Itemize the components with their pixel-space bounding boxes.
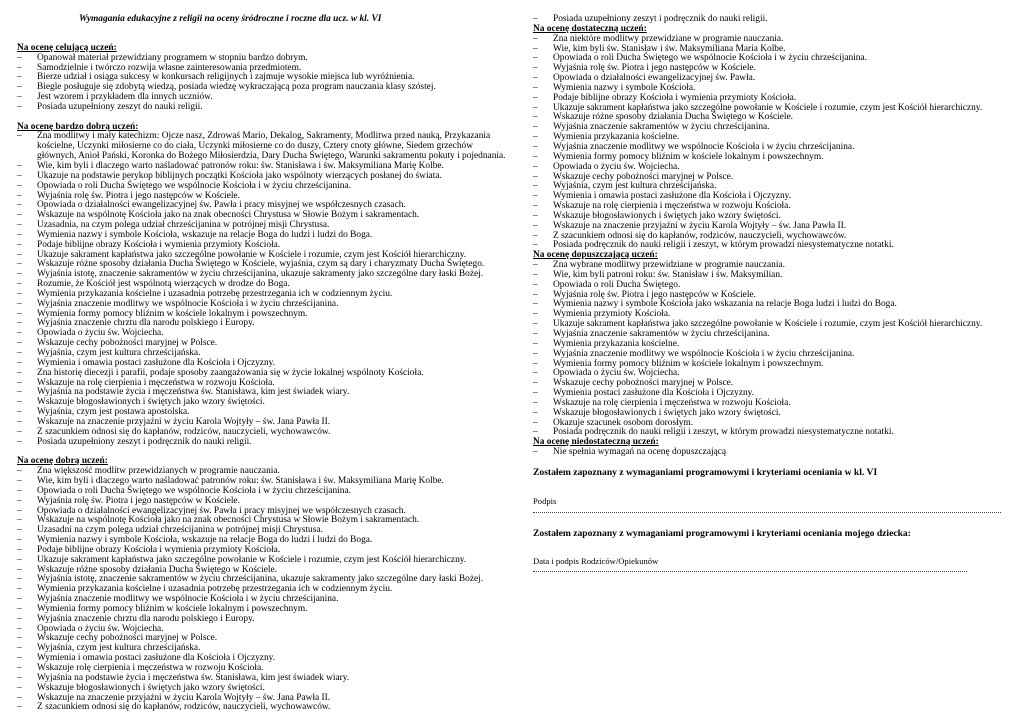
- requirement-item: – Wskazuje błogosławionych i świętych jako wzory świętości.: [17, 684, 507, 694]
- requirement-item: – Z szacunkiem odnosi się do kapłanów, rodziców, nauczycieli, wychowawców.: [17, 428, 507, 438]
- requirement-item: – Wskazuje na rolę cierpienia i męczeństwa w rozwoju Kościoła.: [533, 202, 1003, 212]
- requirement-item: – Ukazuje na podstawie perykop biblijnych początki Kościoła jako wspólnoty wierzących posłanej do świata.: [17, 172, 507, 182]
- requirement-item: – Wskazuje na rolę cierpienia i męczeństwa w rozwoju Kościoła.: [17, 379, 507, 389]
- requirement-item: – Wskazuje na znaczenie przyjaźni w życiu Karola Wojtyły – św. Jana Pawła II.: [17, 694, 507, 704]
- requirement-item: – Wyjaśnia znaczenie chrztu dla narodu polskiego i Europy.: [17, 615, 507, 625]
- parent-acknowledgement: Zostałem zapoznany z wymaganiami programowymi i kryteriami oceniania mojego dziecka:: [533, 527, 911, 539]
- requirement-item: – Opowiada o roli Ducha Świętego we wspólnocie Kościoła i w życiu chrześcijanina.: [17, 487, 507, 497]
- requirement-item: – Wymienia formy pomocy bliźnim w kościele lokalnym i powszechnym.: [533, 153, 1003, 163]
- list-niedostateczna: [533, 448, 1003, 458]
- requirement-item: – Wskazuje na znaczenie przyjaźni w życiu Karola Wojtyły – św. Jana Pawła II.: [533, 222, 1003, 232]
- requirement-item: – Wie, kim byli św. Stanisław i św. Maksymiliana Maria Kolbe.: [533, 45, 1003, 55]
- requirement-item: – Opowiada o roli Ducha Świętego.: [533, 281, 1003, 291]
- requirement-item: – Wyjaśnia znaczenie modlitwy we wspólnocie Kościoła i w życiu chrześcijanina.: [533, 350, 1003, 360]
- requirement-item: – Posiada podręcznik do nauki religii i zeszyt, w którym prowadzi niesystematyczne notatki.: [533, 241, 1003, 251]
- requirement-item: – Nie spełnia wymagań na ocenę dopuszczającą: [533, 448, 1003, 458]
- requirement-item: – Wyjaśnia na podstawie życia i męczeństwa św. Stanisława, kim jest świadek wiary.: [17, 388, 507, 398]
- requirement-item: – Posiada podręcznik do nauki religii i zeszyt, w którym prowadzi niesystematyczne notatki.: [533, 428, 1003, 438]
- requirement-item: – Wskazuje błogosławionych i świętych jako wzory świętości.: [17, 398, 507, 408]
- requirement-item: – Wyjaśnia, czym jest postawa apostolska.: [17, 408, 507, 418]
- list-celujaca: [17, 54, 507, 113]
- requirement-item: – Samodzielnie i twórczo rozwija własne zainteresowania przedmiotem.: [17, 64, 507, 74]
- requirement-item: – Wyjaśnia, czym jest kultura chrześcijańska.: [533, 182, 1003, 192]
- requirement-item: – Wymienia nazwy i symbole Kościoła, wskazuje na relacje Boga do ludzi i ludzi do Boga.: [17, 536, 507, 546]
- requirement-item: – Posiada uzupełniony zeszyt i podręcznik do nauki religii.: [533, 15, 1003, 25]
- requirement-item: – Wyjaśnia, czym jest kultura chrześcijańska.: [17, 644, 507, 654]
- requirement-item: – Posiada uzupełniony zeszyt i podręcznik do nauki religii.: [17, 438, 507, 448]
- requirement-item: – Opowiada o działalności ewangelizacyjnej św. Pawła i pracy misyjnej we współczesnych czasach.: [17, 201, 507, 211]
- heading-dostateczna: Na ocenę dostateczną uczeń:: [533, 23, 647, 34]
- requirement-item: – Wymienia przykazania kościelne i uzasadnia potrzebę przestrzegania ich w codziennym życiu.: [17, 290, 507, 300]
- requirement-item: – Wymienia i omawia postaci zasłużone dla Kościoła i Ojczyzny.: [533, 192, 1003, 202]
- requirement-item: – Ukazuje sakrament kapłaństwa jako szczególne powołanie w Kościele i rozumie, czym jest Kościół hierarchiczny.: [533, 320, 1003, 330]
- requirement-item: – Ukazuje sakrament kapłaństwa jako szczególne powołanie w Kościele i rozumie, czym jest Kościół hierarchiczny.: [533, 104, 1003, 114]
- requirement-item: – Opowiada o działalności ewangelizacyjnej św. Pawła i pracy misyjnej we współczesnych czasach.: [17, 507, 507, 517]
- requirement-item: – Wyjaśnia rolę św. Piotra i jego następców w Kościele.: [17, 192, 507, 202]
- requirement-item: – Wyjaśnia na podstawie życia i męczeństwa św. Stanisława, kim jest świadek wiary.: [17, 674, 507, 684]
- requirement-item: – Wskazuje na znaczenie przyjaźni w życiu Karola Wojtyły – św. Jana Pawła II.: [17, 418, 507, 428]
- requirement-item: – Wymienia formy pomocy bliźnim w kościele lokalnym i powszechnym.: [17, 310, 507, 320]
- requirement-item: – Zna wybrane modlitwy przewidziane w programie nauczania.: [533, 261, 1003, 271]
- requirement-item: – Zna większość modlitw przewidzianych w programie nauczania.: [17, 467, 507, 477]
- requirement-item: – Z szacunkiem odnosi się do kapłanów, rodziców, nauczycieli, wychowawców.: [17, 703, 507, 713]
- requirement-item: – Wskazuje różne sposoby działania Ducha Świętego w Kościele.: [17, 566, 507, 576]
- requirement-item: – Wymienia przymioty Kościoła.: [533, 310, 1003, 320]
- requirement-item: – Wyjaśnia istotę, znaczenie sakramentów w życiu chrześcijanina, ukazuje sakramenty jako szczególne dary łaski Bożej.: [17, 270, 507, 280]
- requirement-item: – Uzasadnia, na czym polega udział chrześcijanina w potrójnej misji Chrystusa.: [17, 221, 507, 231]
- requirement-item: – Opowiada o działalności ewangelizacyjnej św. Pawła.: [533, 74, 1003, 84]
- requirement-item: – Wskazuje cechy pobożności maryjnej w Polsce.: [533, 173, 1003, 183]
- requirement-item: – Wie, kim byli i dlaczego warto naśladować patronów roku: św. Stanisława i św. Maksymiliana Marię Kolbe.: [17, 477, 507, 487]
- requirement-item: – Wymienia przykazania kościelne.: [533, 133, 1003, 143]
- requirement-item: – Wymienia formy pomocy bliźnim w kościele lokalnym i powszechnym.: [17, 605, 507, 615]
- requirement-item: – Wskazuje na wspólnotę Kościoła jako na znak obecności Chrystusa w Słowie Bożym i sakramentach.: [17, 516, 507, 526]
- requirement-item: – Opowiada o życiu św. Wojciecha.: [17, 329, 507, 339]
- requirement-item: – Opowiada o roli Ducha Świętego we wspólnocie Kościoła i w życiu chrześcijanina.: [533, 54, 1003, 64]
- requirement-item: – Podaje biblijne obrazy Kościoła i wymienia przymioty Kościoła.: [17, 241, 507, 251]
- heading-niedostateczna: Na ocenę niedostateczną uczeń:: [533, 437, 659, 448]
- requirement-item: – Zna niektóre modlitwy przewidziane w programie nauczania.: [533, 35, 1003, 45]
- parent-signature-label: Data i podpis Rodziców/Opiekunów: [533, 555, 659, 566]
- requirement-item: – Wskazuje cechy pobożności maryjnej w Polsce.: [17, 634, 507, 644]
- left-column: [17, 0, 507, 713]
- requirement-item: – Wyjaśnia znaczenie sakramentów w życiu chrześcijanina.: [533, 123, 1003, 133]
- requirement-item: – Opowiada o życiu św. Wojciecha.: [533, 369, 1003, 379]
- requirement-item: – Wymienia przykazania kościelne.: [533, 340, 1003, 350]
- requirement-item: – Wskazuje cechy pobożności maryjnej w Polsce.: [533, 379, 1003, 389]
- requirement-item: – Wyjaśnia rolę św. Piotra i jego następców w Kościele.: [17, 497, 507, 507]
- requirement-item: – Wymienia nazwy i symbole Kościoła jako wskazania na relacje Boga ludzi i ludzi do Boga.: [533, 300, 1003, 310]
- requirement-item: – Rozumie, że Kościół jest wspólnotą wierzących w drodze do Boga.: [17, 280, 507, 290]
- requirement-item: – Wskazuje na wspólnotę Kościoła jako na znak obecności Chrystusa w Słowie Bożym i sakramentach.: [17, 211, 507, 221]
- student-acknowledgement: Zostałem zapoznany z wymaganiami programowymi i kryteriami oceniania w kl. VI: [533, 466, 878, 478]
- requirement-item: – Ukazuje sakrament kapłaństwa jako szczególne powołanie w Kościele i rozumie, czym jest Kościół hierarchiczny.: [17, 251, 507, 261]
- list-dopuszczajaca: [533, 261, 1003, 438]
- requirement-item: – Okazuje szacunek osobom dorosłym.: [533, 419, 1003, 429]
- requirement-item: – Wyjaśnia znaczenie chrztu dla narodu polskiego i Europy.: [17, 319, 507, 329]
- requirement-item: – Wyjaśnia znaczenie sakramentów w życiu chrześcijanina.: [533, 330, 1003, 340]
- requirement-item: – Wskazuje błogosławionych i świętych jako wzory świętości.: [533, 212, 1003, 222]
- requirement-item: – Bierze udział i osiąga sukcesy w konkursach religijnych i zajmuje wysokie miejsca lub wyróżnienia.: [17, 73, 507, 83]
- list-dobra-continued: [533, 15, 1003, 25]
- requirement-item: – Wskazuje rolę cierpienia i męczeństwa w rozwoju Kościoła.: [17, 664, 507, 674]
- requirement-item: – Wymienia postaci zasłużone dla Kościoła i Ojczyzny.: [533, 389, 1003, 399]
- right-column: [533, 0, 1003, 572]
- requirement-item: – Wskazuje różne sposoby działania Ducha Świętego w Kościele.: [533, 113, 1003, 123]
- heading-bardzo-dobra: Na ocenę bardzo dobrą uczeń:: [17, 121, 139, 132]
- requirement-item: – Wskazuje cechy pobożności maryjnej w Polsce.: [17, 339, 507, 349]
- list-bardzo-dobra: [17, 132, 507, 447]
- requirement-item: – Opowiada o życiu św. Wojciecha.: [17, 625, 507, 635]
- requirement-item: – Posiada uzupełniony zeszyt do nauki religii.: [17, 103, 507, 113]
- heading-dobra: Na ocenę dobrą uczeń:: [17, 456, 108, 467]
- requirement-item: – Opowiada o życiu św. Wojciecha.: [533, 163, 1003, 173]
- requirement-item: – Wskazuje błogosławionych i świętych jako wzory świętości.: [533, 409, 1003, 419]
- requirement-item: – Wie, kim byli patroni roku: św. Stanisław i św. Maksymilian.: [533, 271, 1003, 281]
- requirement-item: – Wskazuje na rolę cierpienia i męczeństwa w rozwoju Kościoła.: [533, 399, 1003, 409]
- requirement-item: – Wymienia nazwy i symbole Kościoła.: [533, 84, 1003, 94]
- requirement-item: – Wyjaśnia rolę św. Piotra i jego następców w Kościele.: [533, 291, 1003, 301]
- student-signature-label: Podpis: [533, 495, 557, 506]
- requirement-item: – Opanował materiał przewidziany programem w stopniu bardzo dobrym.: [17, 54, 507, 64]
- requirement-item: – Podaje biblijne obrazy Kościoła i wymienia przymioty Kościoła.: [533, 94, 1003, 104]
- requirement-item: – Wskazuje różne sposoby działania Ducha Świętego w Kościele, wyjaśnia, czym są dary i charyzmaty Ducha Świętego.: [17, 260, 507, 270]
- requirement-item: – Uzasadni na czym polega udział chrześcijanina w potrójnej misji Chrystusa.: [17, 526, 507, 536]
- requirement-item: – Wymienia i omawia postaci zasłużone dla Kościoła i Ojczyzny.: [17, 654, 507, 664]
- requirement-item: – Wyjaśnia znaczenie modlitwy we wspólnocie Kościoła i w życiu chrześcijanina.: [17, 595, 507, 605]
- requirement-item: – Wyjaśnia znaczenie modlitwy we wspólnocie Kościoła i w życiu chrześcijanina.: [533, 143, 1003, 153]
- requirement-item: – Biegle posługuje się zdobytą wiedzą, posiada wiedzę wykraczającą poza program nauczania klasy szóstej.: [17, 83, 507, 93]
- requirement-item: – Podaje biblijne obrazy Kościoła i wymienia przymioty Kościoła.: [17, 546, 507, 556]
- requirement-item: – Wymienia przykazania kościelne i uzasadnia potrzebę przestrzegania ich w codziennym życiu.: [17, 585, 507, 595]
- requirement-item: – Wymienia i omawia postaci zasłużone dla Kościoła i Ojczyzny.: [17, 359, 507, 369]
- requirement-item: – Wyjaśnia istotę, znaczenie sakramentów w życiu chrześcijanina, ukazuje sakramenty jako szczególne dary łaski Bożej.: [17, 575, 507, 585]
- document-title: Wymagania edukacyjne z religii na oceny śródroczne i roczne dla ucz. w kl. VI: [79, 14, 382, 24]
- requirement-item: – Zna historię diecezji i parafii, podaje sposoby zaangażowania się w życie lokalnej wspólnoty Kościoła.: [17, 369, 507, 379]
- requirement-item: – Wie, kim byli i dlaczego warto naśladować patronów roku: św. Stanisława i św. Maksymiliana Marię Kolbe.: [17, 162, 507, 172]
- requirement-item: – Jest wzorem i przykładem dla innych uczniów.: [17, 93, 507, 103]
- student-signature-line[interactable]: [533, 510, 1001, 513]
- list-dobra: [17, 467, 507, 713]
- requirement-item: – Opowiada o roli Ducha Świętego we wspólnocie Kościoła i w życiu chrześcijanina.: [17, 182, 507, 192]
- requirement-item: – Wymienia nazwy i symbole Kościoła, wskazuje na relacje Boga do ludzi i ludzi do Boga.: [17, 231, 507, 241]
- requirement-item: – Wyjaśnia, czym jest kultura chrześcijańska.: [17, 349, 507, 359]
- list-dostateczna: [533, 35, 1003, 252]
- heading-celujaca: Na ocenę celującą uczeń:: [17, 42, 117, 53]
- requirement-item: – Wyjaśnia rolę św. Piotra i jego następców w Kościele.: [533, 64, 1003, 74]
- requirement-item: – Zna modlitwy i mały katechizm: Ojcze nasz, Zdrowaś Mario, Dekalog, Sakramenty, Modlitwa przed nauką, Przykazania kościelne, Uczynki miłosierne co do ciała, Uczynki miłosierne co do duszy, Cztery cnoty główne, Siedem grzechów głównych, Anioł Pański, Koronka do Bożego Miłosierdzia, Dary Ducha Świętego, Warunki sakramentu pokuty i pojednania.: [17, 132, 507, 162]
- requirement-item: – Wymienia formy pomocy bliźnim w kościele lokalnym i powszechnym.: [533, 360, 1003, 370]
- heading-dopuszczajaca: Na ocenę dopuszczającą uczeń:: [533, 250, 658, 261]
- requirement-item: – Z szacunkiem odnosi się do kapłanów, rodziców, nauczycieli, wychowawców.: [533, 232, 1003, 242]
- requirement-item: – Ukazuje sakrament kapłaństwa jako szczególne powołanie w Kościele i rozumie, czym jest Kościół hierarchiczny.: [17, 556, 507, 566]
- parent-signature-line[interactable]: [533, 569, 967, 572]
- requirement-item: – Wyjaśnia znaczenie modlitwy we wspólnocie Kościoła i w życiu chrześcijanina.: [17, 300, 507, 310]
